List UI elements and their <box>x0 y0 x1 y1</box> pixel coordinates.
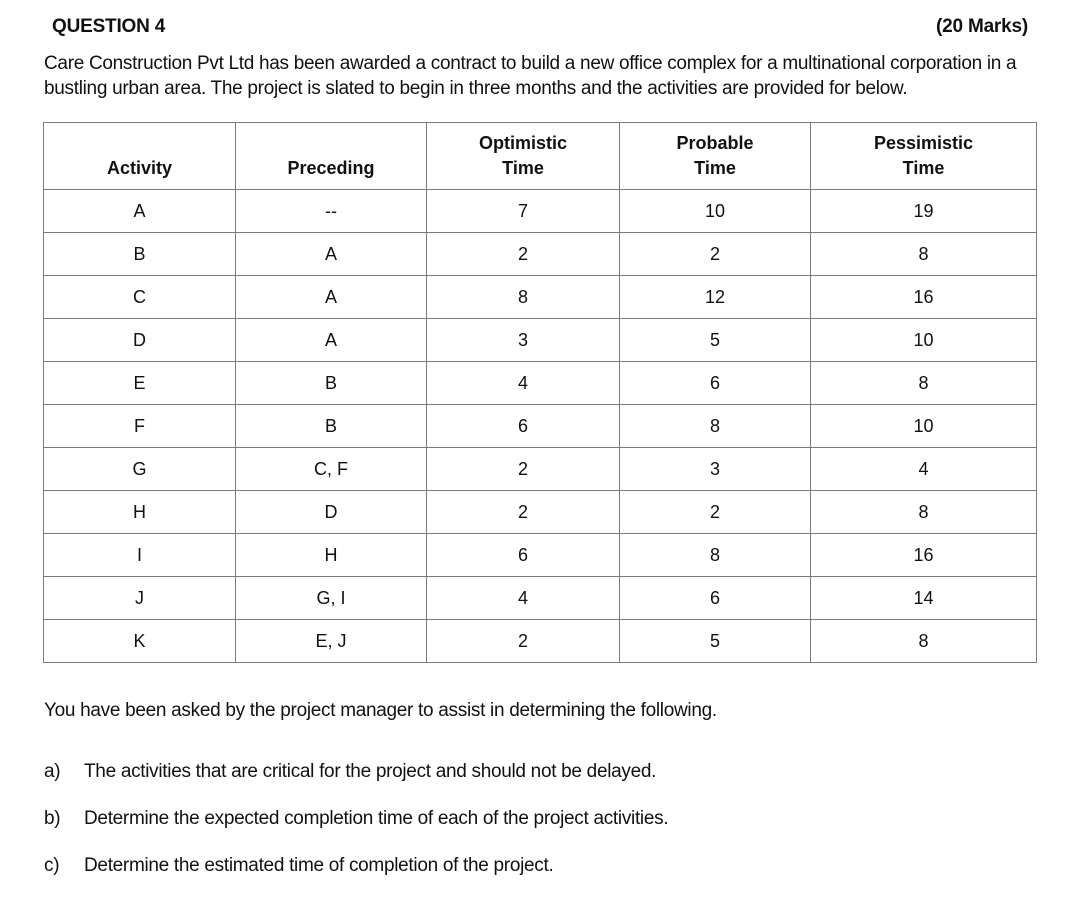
task-item-b <box>44 808 668 830</box>
cell-activity: D <box>44 319 236 362</box>
cell-optimistic: 8 <box>427 276 620 319</box>
cell-pessimistic: 14 <box>811 577 1037 620</box>
cell-preceding: D <box>236 491 427 534</box>
cell-activity: H <box>44 491 236 534</box>
cell-preceding: C, F <box>236 448 427 491</box>
task-text: Determine the expected completion time of each of the project activities. <box>84 808 669 829</box>
task-label: b) <box>44 808 61 829</box>
cell-probable: 2 <box>620 491 811 534</box>
cell-optimistic: 7 <box>427 190 620 233</box>
cell-activity: B <box>44 233 236 276</box>
cell-pessimistic: 8 <box>811 362 1037 405</box>
cell-pessimistic: 8 <box>811 233 1037 276</box>
activities-table-wrapper <box>43 122 1036 663</box>
cell-pessimistic: 10 <box>811 319 1037 362</box>
cell-preceding: A <box>236 233 427 276</box>
cell-pessimistic: 8 <box>811 620 1037 663</box>
cell-probable: 8 <box>620 534 811 577</box>
intro-line-1: Care Construction Pvt Ltd has been awarded a contract to build a new office complex for a multinational corporation in a <box>44 53 1017 74</box>
cell-probable: 2 <box>620 233 811 276</box>
table-row <box>44 491 1037 534</box>
header-activity-label: Activity <box>106 157 173 178</box>
cell-probable: 3 <box>620 448 811 491</box>
task-label: a) <box>44 761 61 782</box>
table-row <box>44 448 1037 491</box>
question-header <box>52 16 1028 42</box>
cell-probable: 6 <box>620 577 811 620</box>
cell-preceding: B <box>236 405 427 448</box>
cell-pessimistic: 16 <box>811 534 1037 577</box>
table-row <box>44 405 1037 448</box>
header-optimistic-line2: Time <box>502 158 544 178</box>
header-preceding-label: Preceding <box>287 157 375 178</box>
cell-optimistic: 2 <box>427 448 620 491</box>
table-row <box>44 276 1037 319</box>
cell-optimistic: 2 <box>427 491 620 534</box>
cell-activity: J <box>44 577 236 620</box>
header-preceding <box>236 123 427 190</box>
table-row <box>44 362 1037 405</box>
header-pessimistic-line2: Time <box>902 158 945 178</box>
table-header-row <box>44 123 1037 190</box>
header-optimistic-line1: Optimistic <box>478 133 567 153</box>
table-row <box>44 319 1037 362</box>
cell-pessimistic: 16 <box>811 276 1037 319</box>
header-probable-line1: Probable <box>676 133 754 153</box>
task-item-a <box>44 761 656 783</box>
question-marks: (20 Marks) <box>936 16 1028 37</box>
table-row <box>44 534 1037 577</box>
cell-activity: G <box>44 448 236 491</box>
header-optimistic <box>427 123 620 190</box>
cell-optimistic: 4 <box>427 362 620 405</box>
table-row <box>44 577 1037 620</box>
question-title: QUESTION 4 <box>52 16 166 37</box>
cell-preceding: A <box>236 276 427 319</box>
cell-pessimistic: 4 <box>811 448 1037 491</box>
header-pessimistic-line1: Pessimistic <box>873 133 974 153</box>
cell-pessimistic: 8 <box>811 491 1037 534</box>
task-text: The activities that are critical for the project and should not be delayed. <box>84 761 657 782</box>
task-text: Determine the estimated time of completion of the project. <box>84 855 554 876</box>
header-probable <box>620 123 811 190</box>
cell-activity: C <box>44 276 236 319</box>
asked-statement: You have been asked by the project manager to assist in determining the following. <box>44 700 717 721</box>
table-row <box>44 620 1037 663</box>
table-row <box>44 233 1037 276</box>
cell-optimistic: 4 <box>427 577 620 620</box>
cell-optimistic: 3 <box>427 319 620 362</box>
cell-preceding: E, J <box>236 620 427 663</box>
cell-activity: K <box>44 620 236 663</box>
table-row <box>44 190 1037 233</box>
cell-optimistic: 2 <box>427 233 620 276</box>
cell-optimistic: 2 <box>427 620 620 663</box>
header-pessimistic <box>811 123 1037 190</box>
task-label: c) <box>44 855 60 876</box>
intro-paragraph <box>44 51 1034 101</box>
cell-preceding: H <box>236 534 427 577</box>
cell-probable: 8 <box>620 405 811 448</box>
cell-pessimistic: 19 <box>811 190 1037 233</box>
cell-probable: 5 <box>620 620 811 663</box>
cell-preceding: A <box>236 319 427 362</box>
cell-probable: 10 <box>620 190 811 233</box>
cell-probable: 6 <box>620 362 811 405</box>
cell-probable: 5 <box>620 319 811 362</box>
cell-activity: F <box>44 405 236 448</box>
activities-table <box>43 122 1037 663</box>
intro-line-2: bustling urban area. The project is slated to begin in three months and the activities are provided for below. <box>44 78 908 99</box>
task-item-c <box>44 855 553 877</box>
header-probable-line2: Time <box>694 158 736 178</box>
cell-optimistic: 6 <box>427 405 620 448</box>
cell-activity: E <box>44 362 236 405</box>
cell-activity: I <box>44 534 236 577</box>
cell-preceding: B <box>236 362 427 405</box>
cell-optimistic: 6 <box>427 534 620 577</box>
cell-preceding: G, I <box>236 577 427 620</box>
cell-activity: A <box>44 190 236 233</box>
header-activity <box>44 123 236 190</box>
cell-preceding: -- <box>236 190 427 233</box>
cell-probable: 12 <box>620 276 811 319</box>
cell-pessimistic: 10 <box>811 405 1037 448</box>
